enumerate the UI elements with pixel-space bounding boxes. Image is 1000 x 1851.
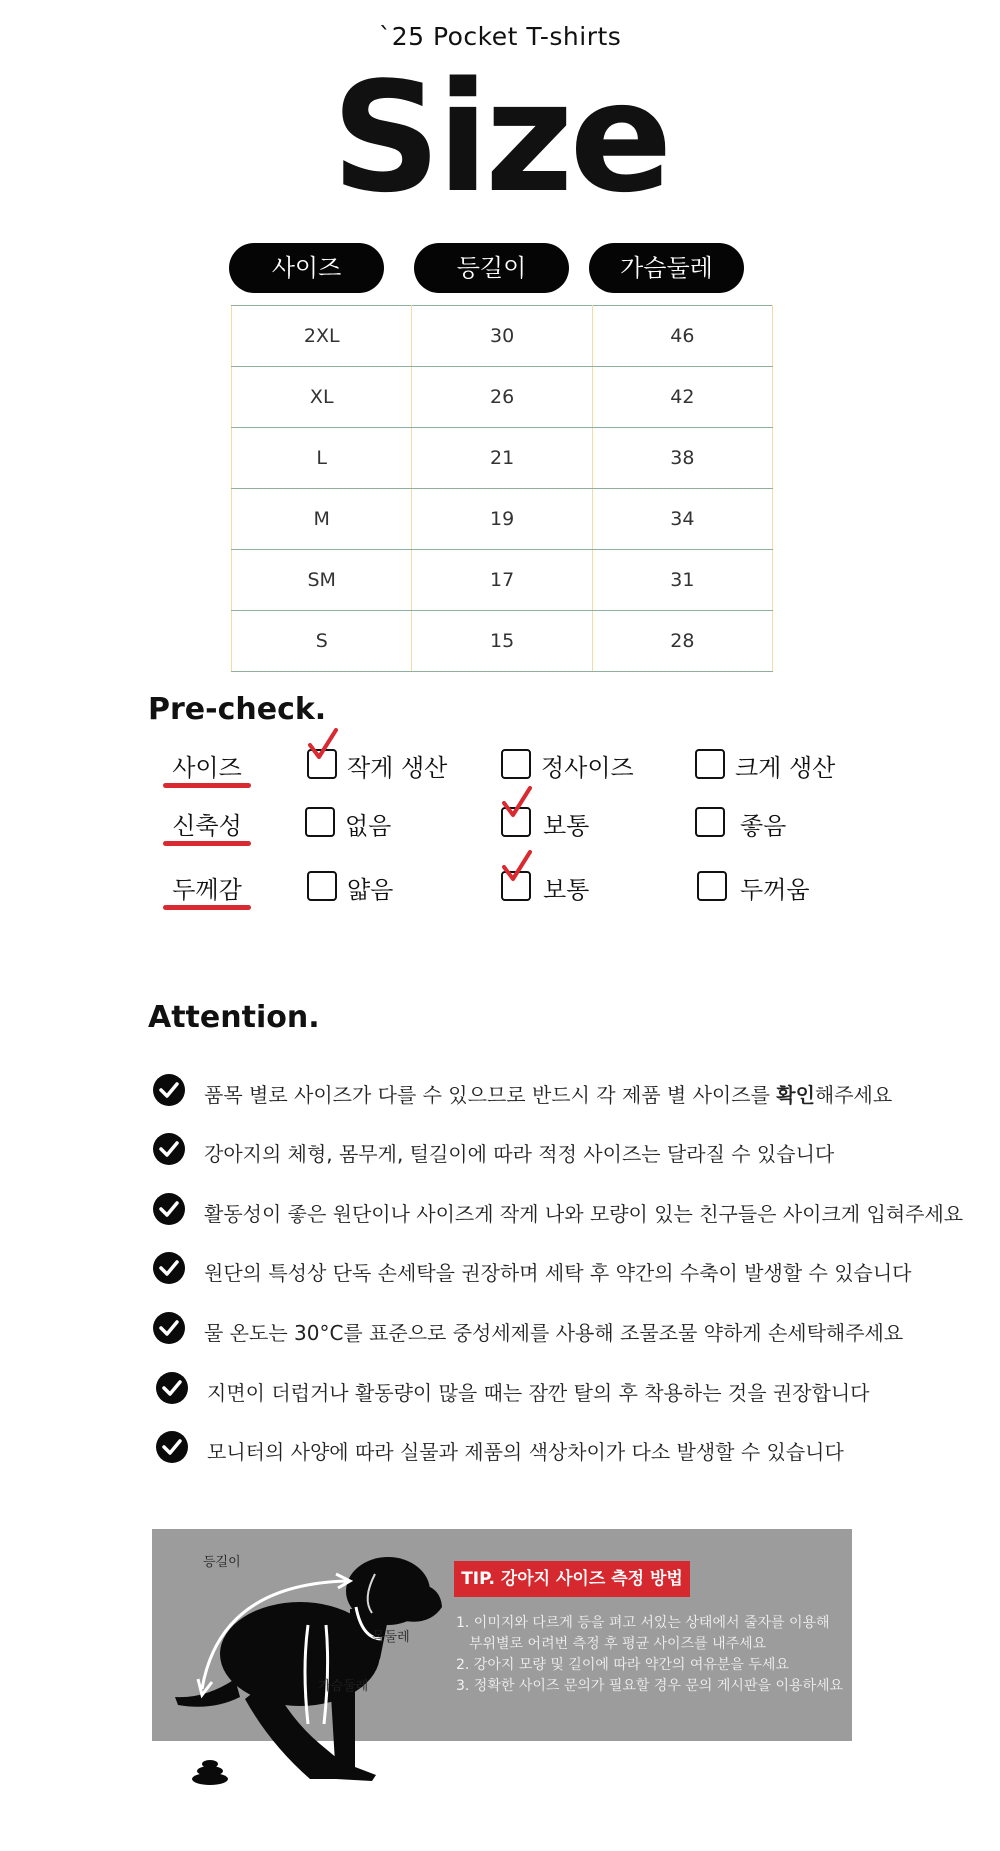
table-cell: 2XL [232,306,412,367]
precheck-label-thickness: 두께감 [172,876,242,904]
tip-line: 3. 정확한 사이즈 문의가 필요할 경우 문의 게시판을 이용하세요 [456,1678,844,1694]
table-cell: 17 [412,550,592,611]
option-label: 좋음 [740,812,787,840]
table-cell: 38 [592,428,772,489]
attention-text: 지면이 더럽거나 활동량이 많을 때는 잠깐 탈의 후 착용하는 것을 권장합니다 [207,1381,870,1405]
check-circle-icon [152,1132,186,1166]
check-circle-icon [155,1430,189,1464]
red-check-mark-icon [500,786,534,820]
table-cell: M [232,489,412,550]
option-label: 정사이즈 [541,754,634,782]
dog-silhouette-icon [175,1557,442,1781]
label-underline [163,783,251,788]
attention-text: 활동성이 좋은 원단이나 사이즈게 작게 나와 모량이 있는 친구들은 사이크게 입혀주세요 [204,1202,964,1226]
table-cell: SM [232,550,412,611]
dog-measurement-diagram [150,1529,450,1789]
check-circle-icon [152,1192,186,1226]
column-header-chest: 가슴둘레 [589,243,744,293]
check-circle-icon [152,1073,186,1107]
diagram-label-chest: 가슴둘레 [318,1679,369,1694]
option-label: 얇음 [347,876,394,904]
poop-icon [192,1760,228,1785]
precheck-title: Pre-check. [148,692,327,727]
table-row [232,306,773,367]
option-label: 보통 [543,812,590,840]
option-label: 보통 [543,876,590,904]
list-item [155,1371,875,1407]
table-cell: S [232,611,412,672]
list-item [152,1192,964,1228]
attention-title: Attention. [148,1000,320,1035]
checkbox[interactable] [501,749,531,779]
precheck-label-stretch: 신축성 [172,812,242,840]
tip-heading: TIP. 강아지 사이즈 측정 방법 [454,1561,690,1597]
tip-line: 부위별로 어려번 측정 후 평균 사이즈를 내주세요 [469,1636,767,1652]
table-cell: 34 [592,489,772,550]
table-row [232,611,773,672]
table-cell: 15 [412,611,592,672]
list-item [152,1311,904,1347]
attention-text: 강아지의 체형, 몸무게, 털길이에 따라 적정 사이즈는 달라질 수 있습니다 [204,1142,835,1166]
diagram-label-neck: 목둘레 [372,1630,410,1645]
list-item [152,1251,912,1287]
table-row [232,489,773,550]
table-row [232,428,773,489]
table-cell: L [232,428,412,489]
table-cell: 31 [592,550,772,611]
checkbox[interactable] [695,807,725,837]
checkbox[interactable] [697,871,727,901]
checkbox[interactable] [305,807,335,837]
check-circle-icon [152,1311,186,1345]
size-table [231,305,773,672]
table-row [232,550,773,611]
checkbox[interactable] [307,871,337,901]
table-cell: 46 [592,306,772,367]
table-cell: 42 [592,367,772,428]
red-check-mark-icon [500,850,534,884]
option-label: 없음 [345,812,392,840]
option-label: 작게 생산 [347,754,448,782]
table-cell: 19 [412,489,592,550]
diagram-label-back-length: 등길이 [203,1555,241,1570]
attention-text: 원단의 특성상 단독 손세탁을 권장하며 세탁 후 약간의 수축이 발생할 수 있습니다 [204,1261,912,1285]
column-header-back-length: 등길이 [414,243,569,293]
attention-text: 물 온도는 30°C를 표준으로 중성세제를 사용해 조물조물 약하게 손세탁해주세요 [204,1321,904,1345]
precheck-label-size: 사이즈 [172,754,242,782]
label-underline [163,905,251,910]
table-cell: 28 [592,611,772,672]
checkbox[interactable] [695,749,725,779]
table-cell: XL [232,367,412,428]
table-cell: 26 [412,367,592,428]
check-circle-icon [155,1371,189,1405]
list-item [152,1073,893,1109]
table-cell: 30 [412,306,592,367]
attention-text: 모니터의 사양에 따라 실물과 제품의 색상차이가 다소 발생할 수 있습니다 [207,1440,844,1464]
table-row [232,367,773,428]
product-subtitle: `25 Pocket T-shirts [378,22,622,51]
table-cell: 21 [412,428,592,489]
option-label: 크게 생산 [735,754,836,782]
red-check-mark-icon [306,728,340,762]
label-underline [163,841,251,846]
list-item [152,1132,872,1168]
tip-line: 2. 강아지 모량 및 길이에 따라 약간의 여유분을 두세요 [456,1657,789,1673]
tip-line: 1. 이미지와 다르게 등을 펴고 서있는 상태에서 줄자를 이용해 [456,1615,830,1631]
column-header-size: 사이즈 [229,243,384,293]
list-item [155,1430,875,1466]
attention-text: 품목 별로 사이즈가 다를 수 있으므로 반드시 각 제품 별 사이즈를 확인해주세요 [204,1083,893,1107]
option-label: 두꺼움 [740,876,810,904]
page-title: Size [331,49,669,226]
check-circle-icon [152,1251,186,1285]
